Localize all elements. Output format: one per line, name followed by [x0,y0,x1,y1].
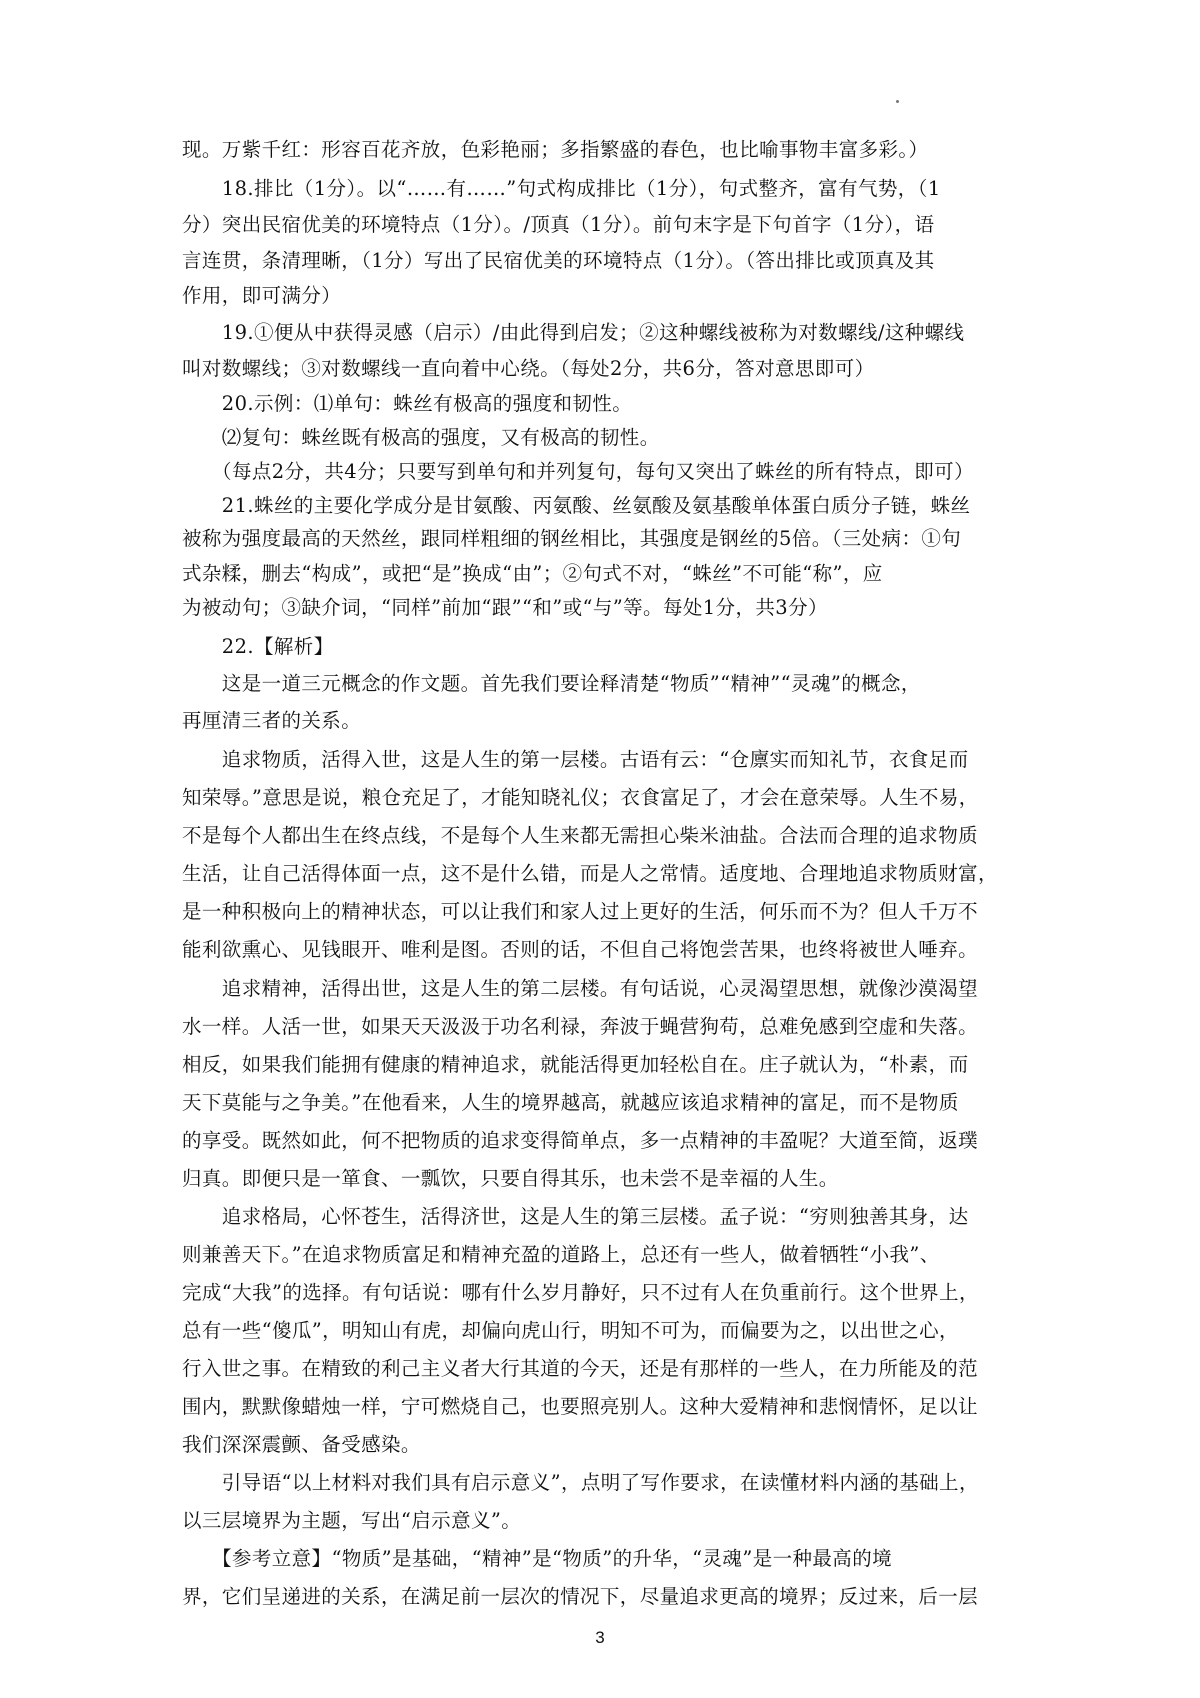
text-line: 18.排比（1分）。以“……有……”句式构成排比（1分），句式整齐，富有气势，（1 [182,177,941,200]
text-line: 是一种积极向上的精神状态，可以让我们和家人过上更好的生活，何乐而不为？但人千万不 [182,900,979,923]
section-heading: 22.【解析】 [182,635,334,658]
text-line: 相反，如果我们能拥有健康的精神追求，就能活得更加轻松自在。庄子就认为，“朴素，而 [182,1053,969,1076]
scan-speck [896,100,899,103]
text-line: 叫对数螺线；③对数螺线一直向着中心绕。（每处2分，共6分，答对意思即可） [182,357,875,380]
text-line: 界，它们呈递进的关系，在满足前一层次的情况下，尽量追求更高的境界；反过来，后一层 [182,1585,979,1608]
text-line: 以三层境界为主题，写出“启示意义”。 [182,1509,522,1532]
text-line: 总有一些“傻瓜”，明知山有虎，却偏向虎山行，明知不可为，而偏要为之，以出世之心， [182,1319,959,1342]
text-line: 我们深深震颤、备受感染。 [182,1433,421,1456]
page-number: 3 [595,1628,605,1647]
text-line: 生活，让自己活得体面一点，这不是什么错，而是人之常情。适度地、合理地追求物质财富， [182,862,998,885]
text-line: 再厘清三者的关系。 [182,709,362,732]
text-line: 这是一道三元概念的作文题。首先我们要诠释清楚“物质”“精神”“灵魂”的概念， [182,672,921,695]
text-line: 言连贯，条清理晰，（1分）写出了民宿优美的环境特点（1分）。（答出排比或顶真及其 [182,249,935,272]
text-line: 归真。即便只是一箪食、一瓢饮，只要自得其乐，也未尝不是幸福的人生。 [182,1167,839,1190]
text-line: 知荣辱。”意思是说，粮仓充足了，才能知晓礼仪；衣食富足了，才会在意荣辱。人生不易， [182,786,979,809]
text-line: 分）突出民宿优美的环境特点（1分）。/顶真（1分）。前句末字是下句首字（1分），语 [182,213,935,236]
text-line: 围内，默默像蜡烛一样，宁可燃烧自己，也要照亮别人。这种大爱精神和悲悯情怀，足以让 [182,1395,979,1418]
text-line: ⑵复句：蛛丝既有极高的强度，又有极高的韧性。 [182,426,660,449]
text-line: 天下莫能与之争美。”在他看来，人生的境界越高，就越应该追求精神的富足，而不是物质 [182,1091,959,1114]
text-line: 式杂糅，删去“构成”，或把“是”换成“由”；②句式不对，“蛛丝”不可能“称”，应 [182,562,883,585]
text-line: 为被动句；③缺介词，“同样”前加“跟”“和”或“与”等。每处1分，共3分） [182,596,828,619]
text-line: 的享受。既然如此，何不把物质的追求变得简单点，多一点精神的丰盈呢？大道至简，返璞 [182,1129,979,1152]
text-line: 行入世之事。在精致的利己主义者大行其道的今天，还是有那样的一些人，在力所能及的范 [182,1357,979,1380]
text-line: 现。万紫千红：形容百花齐放，色彩艳丽；多指繁盛的春色，也比喻事物丰富多彩。） [182,138,929,161]
text-line: 追求精神，活得出世，这是人生的第二层楼。有句话说，心灵渴望思想，就像沙漠渴望 [182,977,979,1000]
text-line: 引导语“以上材料对我们具有启示意义”，点明了写作要求，在读懂材料内涵的基础上， [182,1471,979,1494]
text-line: （每点2分，共4分；只要写到单句和并列复句，每句又突出了蛛丝的所有特点，即可） [182,460,974,483]
text-line: 19.①便从中获得灵感（启示）/由此得到启发；②这种螺线被称为对数螺线/这种螺线 [182,321,965,344]
text-line: 21.蛛丝的主要化学成分是甘氨酸、丙氨酸、丝氨酸及氨基酸单体蛋白质分子链，蛛丝 [182,494,971,517]
text-line: 作用，即可满分） [182,284,342,307]
text-line: 能利欲熏心、见钱眼开、唯利是图。否则的话，不但自己将饱尝苦果，也终将被世人唾弃。 [182,938,979,961]
text-line: 不是每个人都出生在终点线，不是每个人生来都无需担心柴米油盐。合法而合理的追求物质 [182,824,979,847]
text-line: 完成“大我”的选择。有句话说：哪有什么岁月静好，只不过有人在负重前行。这个世界上， [182,1281,979,1304]
text-line: 【参考立意】“物质”是基础，“精神”是“物质”的升华，“灵魂”是一种最高的境 [182,1547,893,1570]
text-line: 被称为强度最高的天然丝，跟同样粗细的钢丝相比，其强度是钢丝的5倍。（三处病：①句 [182,527,962,550]
text-line: 追求格局，心怀苍生，活得济世，这是人生的第三层楼。孟子说：“穷则独善其身，达 [182,1205,969,1228]
text-line: 20.示例：⑴单句：蛛丝有极高的强度和韧性。 [182,392,633,415]
text-line: 则兼善天下。”在追求物质富足和精神充盈的道路上，总还有一些人，做着牺牲“小我”、 [182,1243,940,1266]
text-line: 追求物质，活得入世，这是人生的第一层楼。古语有云：“仓廪实而知礼节，衣食足而 [182,748,969,771]
text-line: 水一样。人活一世，如果天天汲汲于功名利禄，奔波于蝇营狗苟，总难免感到空虚和失落。 [182,1015,979,1038]
